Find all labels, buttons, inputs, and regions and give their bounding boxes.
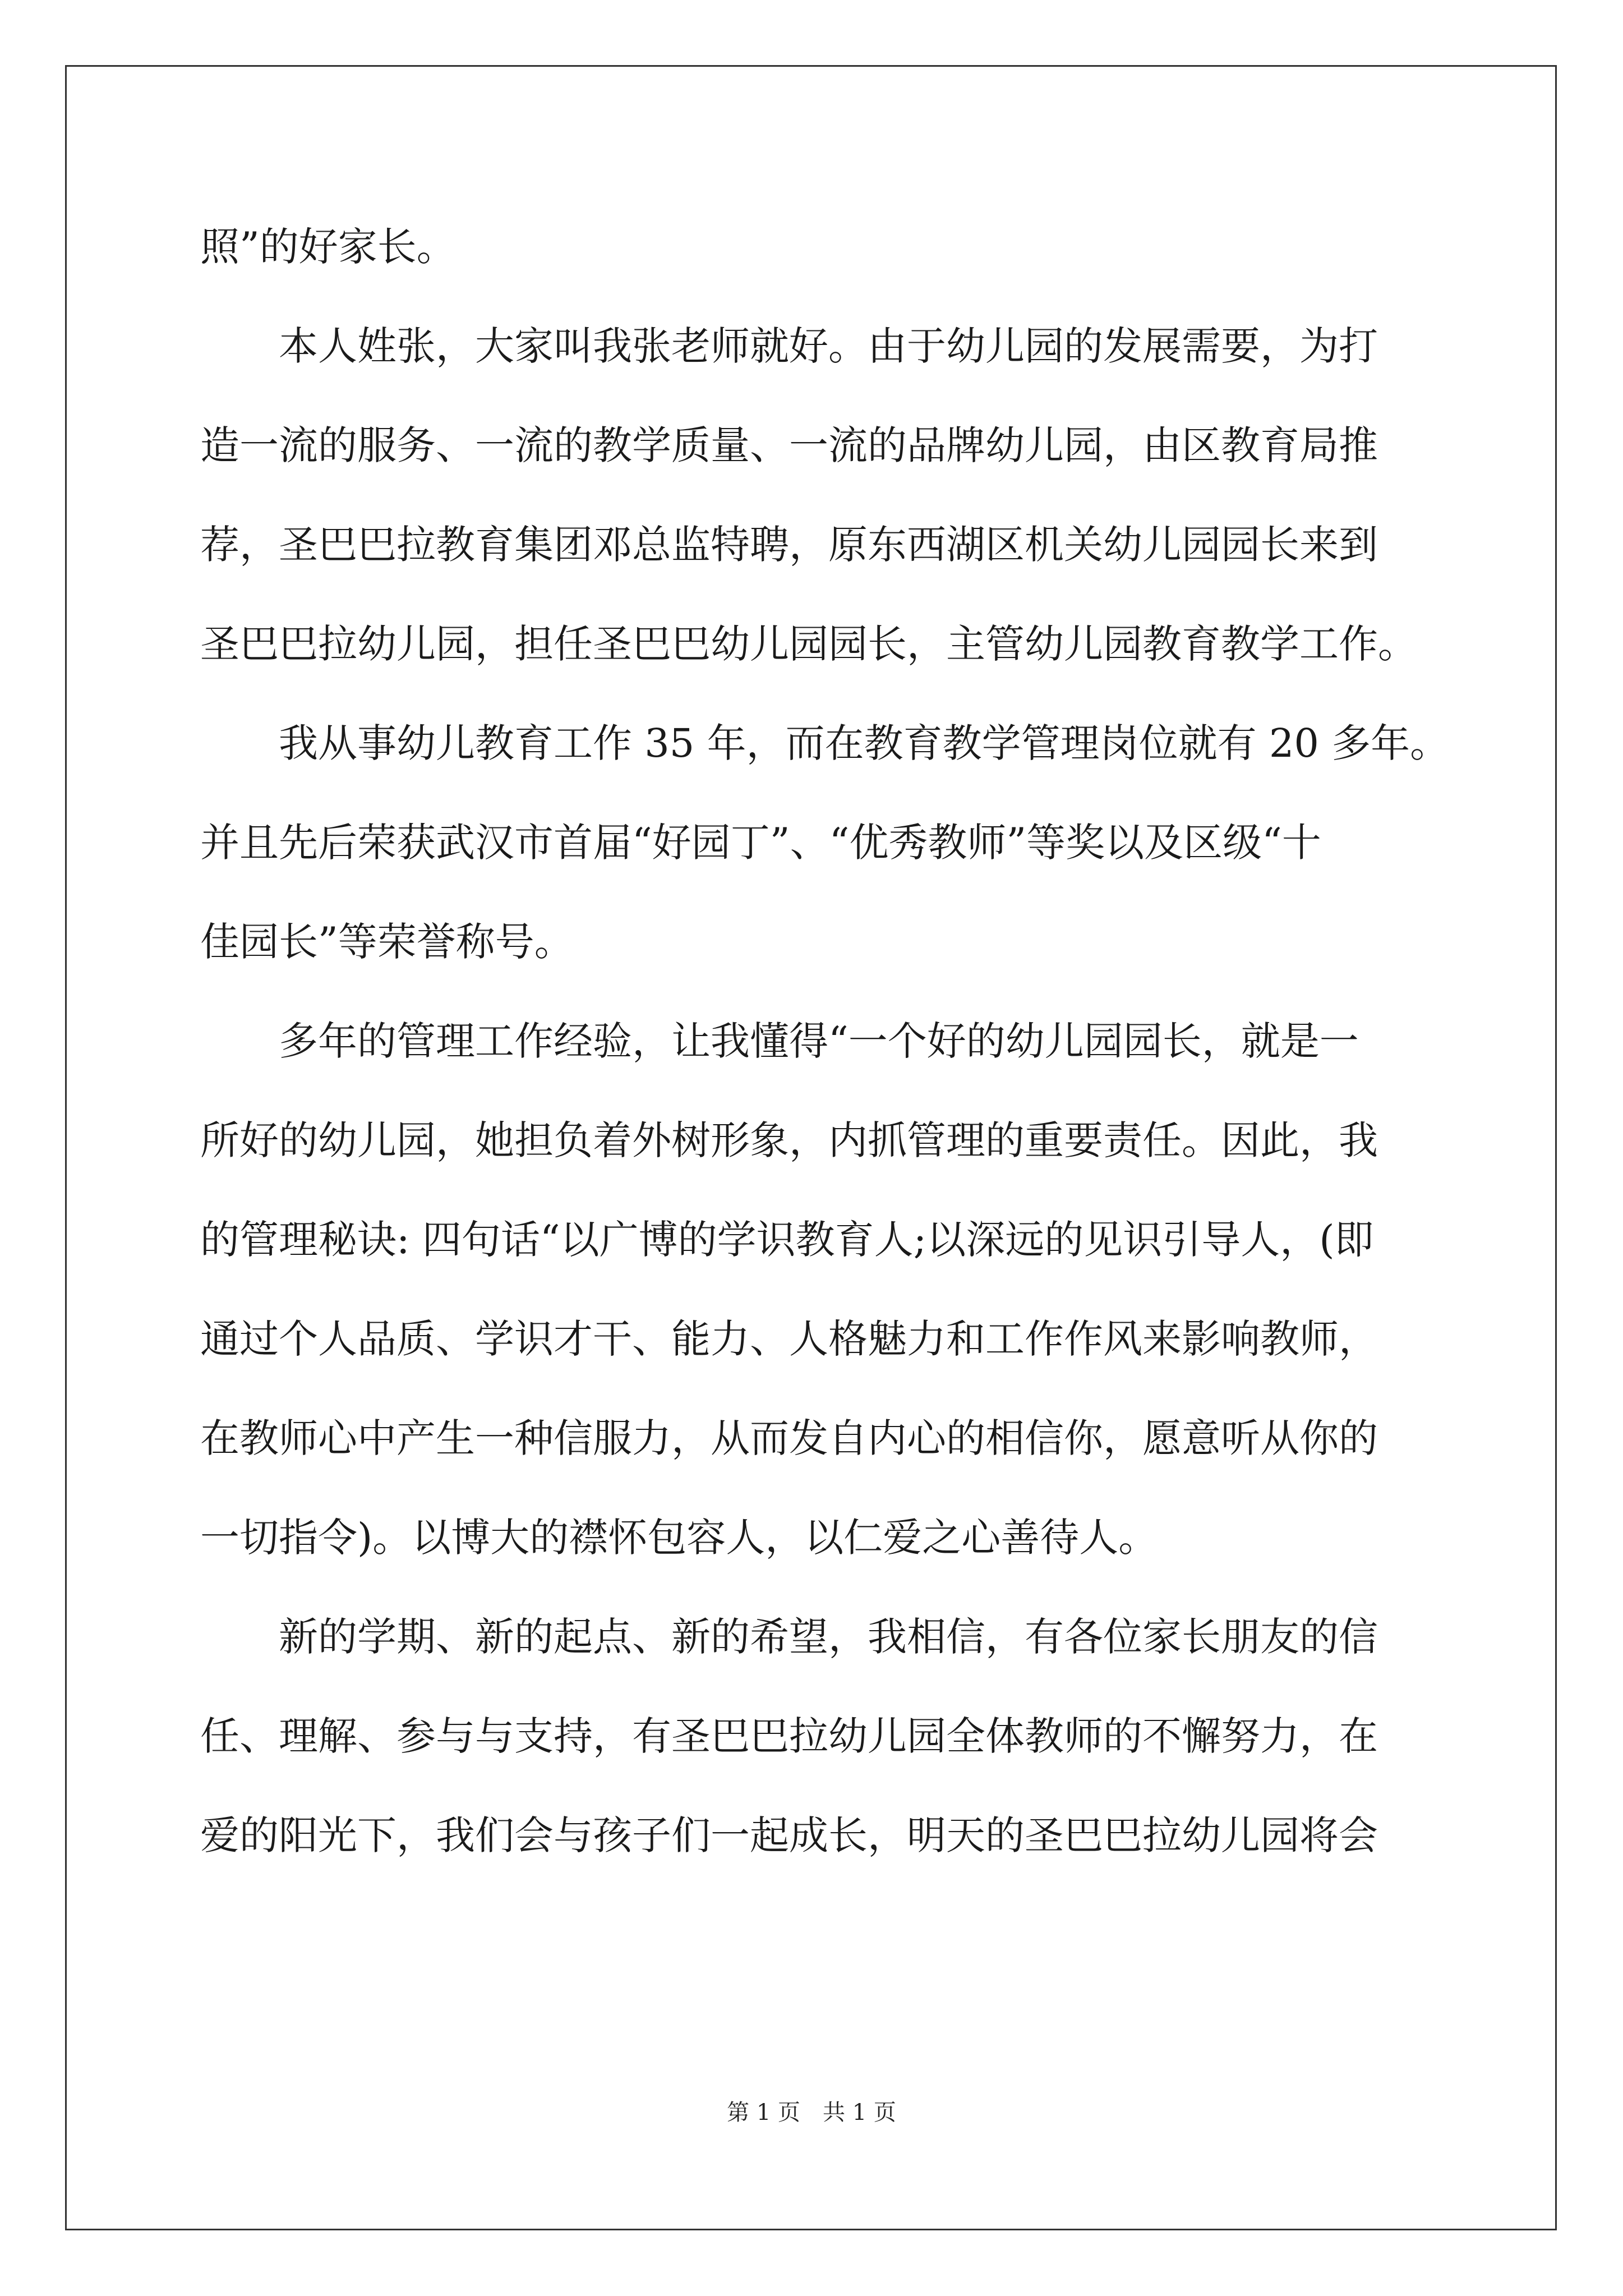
text-line: 在教师心中产生一种信服力，从而发自内心的相信你，愿意听从你的 <box>200 1415 1378 1461</box>
text-line: 佳园长”等荣誉称号。 <box>200 919 574 965</box>
text-line: 的管理秘诀: 四句话“以广博的学识教育人;以深远的见识引导人，(即 <box>200 1217 1374 1263</box>
text-line: 造一流的服务、一流的教学质量、一流的品牌幼儿园，由区教育局推 <box>200 422 1378 468</box>
text-line: 照”的好家长。 <box>200 224 456 270</box>
page-number-footer: 第 1 页 共 1 页 <box>727 2100 896 2125</box>
text-line: 圣巴巴拉幼儿园，担任圣巴巴幼儿园园长，主管幼儿园教育教学工作。 <box>200 621 1417 667</box>
text-line: 新的学期、新的起点、新的希望，我相信，有各位家长朋友的信 <box>279 1614 1378 1660</box>
text-line: 所好的幼儿园，她担负着外树形象，内抓管理的重要责任。因此，我 <box>200 1117 1378 1163</box>
text-line: 并且先后荣获武汉市首届“好园丁”、“优秀教师”等奖以及区级“十 <box>200 820 1321 866</box>
text-line: 多年的管理工作经验，让我懂得“一个好的幼儿园园长，就是一 <box>279 1018 1359 1064</box>
text-line: 荐，圣巴巴拉教育集团邓总监特聘，原东西湖区机关幼儿园园长来到 <box>200 522 1378 568</box>
text-line: 任、理解、参与与支持，有圣巴巴拉幼儿园全体教师的不懈努力，在 <box>200 1713 1378 1759</box>
text-line: 本人姓张，大家叫我张老师就好。由于幼儿园的发展需要，为打 <box>279 323 1378 369</box>
text-line: 通过个人品质、学识才干、能力、人格魅力和工作作风来影响教师， <box>200 1316 1378 1362</box>
text-line: 我从事幼儿教育工作 35 年，而在教育教学管理岗位就有 20 多年。 <box>279 720 1450 766</box>
text-line: 爱的阳光下，我们会与孩子们一起成长，明天的圣巴巴拉幼儿园将会 <box>200 1812 1378 1858</box>
text-line: 一切指令)。以博大的襟怀包容人，以仁爱之心善待人。 <box>200 1515 1158 1561</box>
